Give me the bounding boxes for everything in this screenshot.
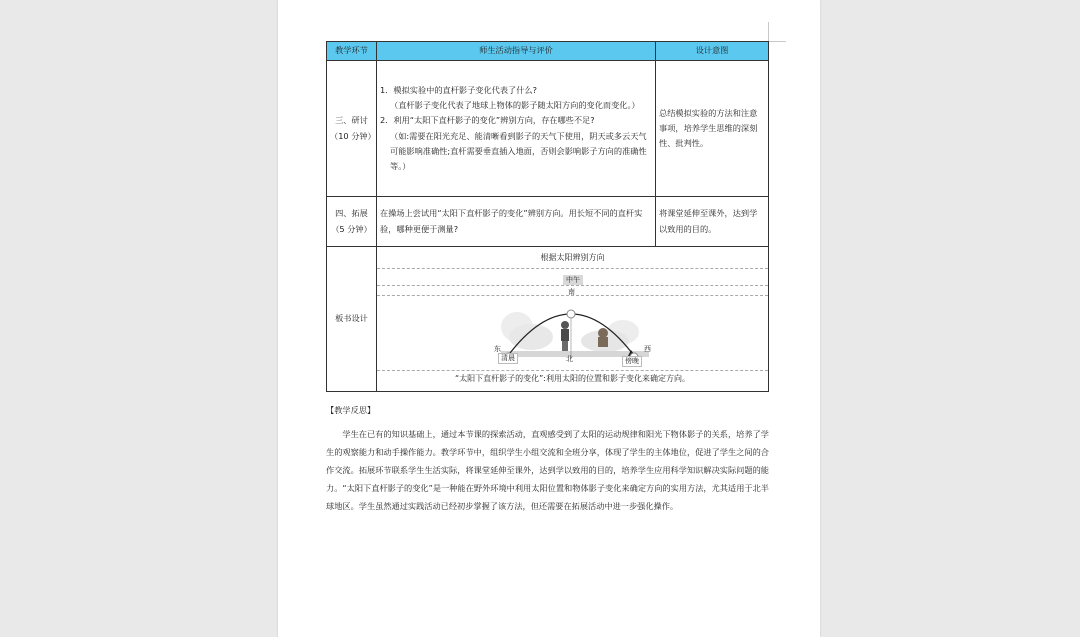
stage-cell (327, 61, 377, 197)
table-row (327, 197, 769, 247)
label-evening: 傍晚 (622, 356, 642, 367)
document-page (278, 0, 820, 637)
bear-body (598, 337, 608, 347)
question-2: 2．利用“太阳下直杆影子的变化”辨别方向，存在哪些不足? (380, 115, 595, 126)
label-south: 南 (568, 288, 575, 296)
activities-cell (377, 61, 656, 197)
child-body (561, 329, 569, 341)
header-stage: 教学环节 (327, 42, 377, 61)
activities-cell: 在操场上尝试用“太阳下直杆影子的变化”辨别方向。用长短不同的直杆实验，哪种更便于测量? (377, 197, 656, 247)
stage-time: （10 分钟） (330, 130, 376, 141)
diagram-caption: “太阳下直杆影子的变化”:利用太阳的位置和影子变化来确定方向。 (455, 374, 690, 384)
question-1: 1．模拟实验中的直杆影子变化代表了什么? (380, 84, 537, 95)
stage-time: （5 分钟） (331, 223, 372, 234)
sun-noon (567, 310, 575, 318)
label-noon: 中午 (563, 275, 583, 285)
answer-1: （直杆影子变化代表了地球上物体的影子随太阳方向的变化而变化。） (390, 100, 640, 111)
margin-mark (768, 22, 769, 42)
label-east: 东 (494, 345, 501, 353)
reflection-title: 【教学反思】 (326, 405, 376, 415)
stage-label: 三、研讨 (335, 115, 368, 126)
header-intent: 设计意图 (656, 42, 769, 61)
table-row (327, 61, 769, 197)
label-morning: 清晨 (498, 353, 518, 364)
bear-head (598, 328, 608, 338)
table-row (327, 247, 769, 392)
header-activities: 师生活动指导与评价 (377, 42, 656, 61)
margin-mark (768, 41, 786, 42)
label-north: 北 (566, 355, 573, 363)
label-west: 西 (644, 345, 651, 353)
lesson-table (326, 41, 769, 392)
stage-cell: 板书设计 (327, 247, 377, 392)
board-design-cell (377, 247, 769, 392)
table-header-row (327, 42, 769, 61)
child-head (561, 321, 569, 329)
answer-2: （如:需要在阳光充足、能清晰看到影子的天气下使用，阴天或多云天气可能影响准确性;直杆需要垂直插入地面，否则会影响影子方向的准确性等。） (390, 130, 647, 171)
board-diagram (377, 247, 768, 391)
stage-label: 四、拓展 (335, 208, 368, 219)
diagram-title: 根据太阳辨别方向 (540, 253, 605, 262)
intent-cell: 将课堂延伸至课外，达到学以致用的目的。 (656, 197, 769, 247)
child-legs (562, 341, 568, 351)
stage-cell (327, 197, 377, 247)
intent-cell: 总结模拟实验的方法和注意事项，培养学生思维的深刻性、批判性。 (656, 61, 769, 197)
reflection-body: 学生在已有的知识基础上，通过本节课的探索活动，直观感受到了太阳的运动规律和阳光下物体影子的关系，培养了学生的观察能力和动手操作能力。教学环节中，组织学生小组交流和全班分享，体现了学生的主体地位，促进了学生之间的合作交流。拓展环节联系学生生活实际，将课堂延伸至课外，达到学以致用的目的，培养学生应用科学知识解决实际问题的能力。“太阳下直杆影子的变化”是一种能在野外环境中利用太阳位置和物体影子变化来确定方向的实用方法，尤其适用于北半球地区。学生虽然通过实践活动已经初步掌握了该方法，但还需要在拓展活动中进一步强化操作。 (326, 429, 769, 512)
